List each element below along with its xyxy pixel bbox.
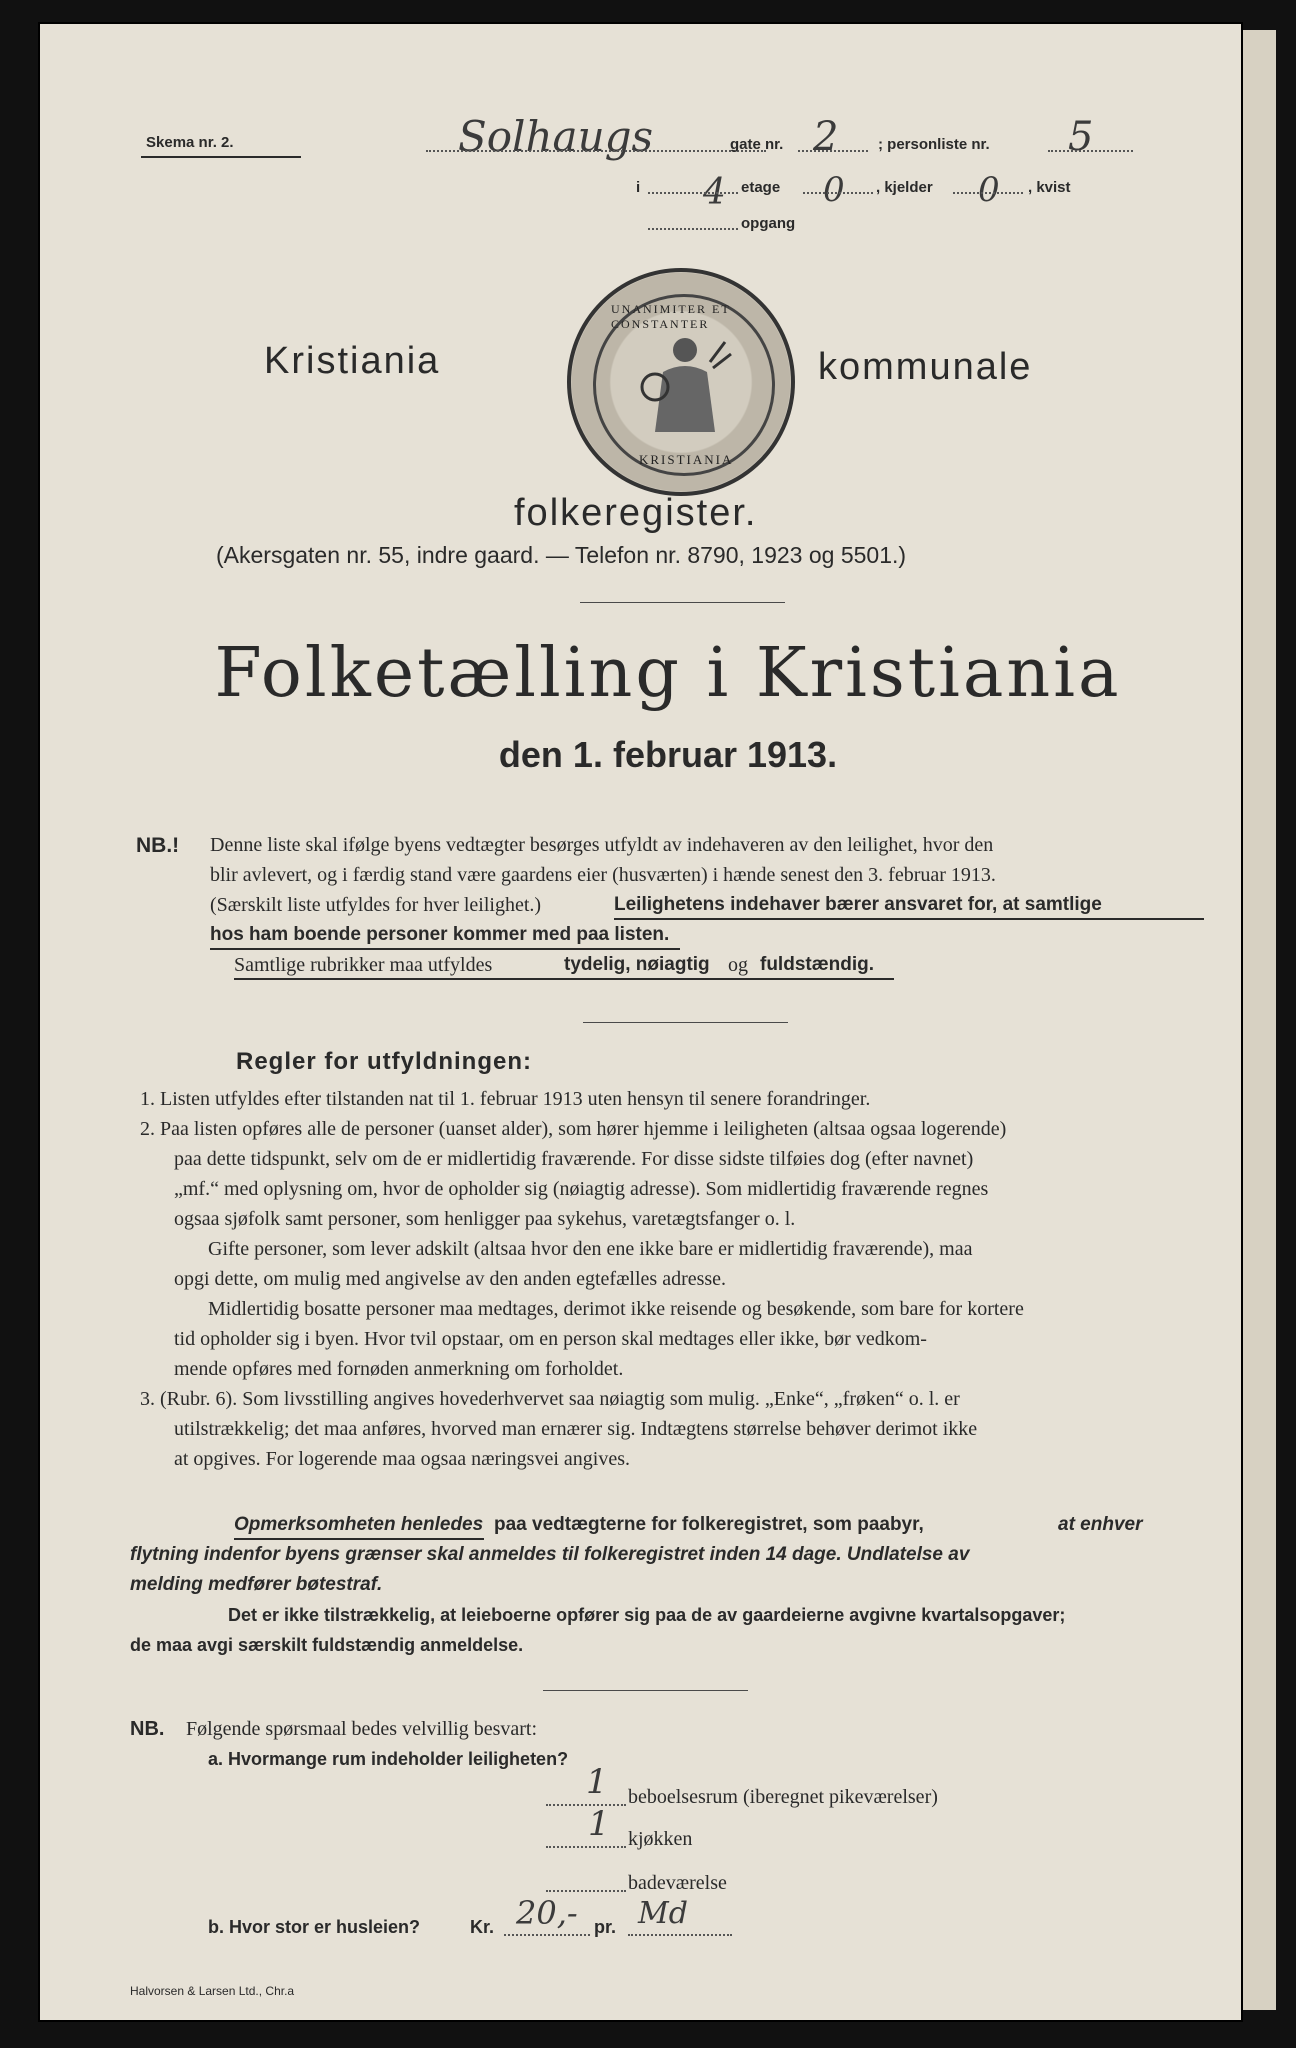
i-label: i xyxy=(636,179,641,196)
rule-2-line-2: paa dette tidspunkt, selv om de er midlertidig fraværende. For disse sidste tilføies dog (efter navnet) xyxy=(174,1148,974,1170)
skema-underline xyxy=(141,156,301,158)
opgang-label: opgang xyxy=(741,215,796,232)
etage-label: etage xyxy=(741,179,781,196)
rule-2-line-4: ogsaa sjøfolk samt personer, som henligger paa sykehus, varetægtsfanger o. l. xyxy=(174,1208,796,1230)
kitchen-field xyxy=(546,1846,626,1848)
nb-line-5b: tydelig, nøiagtig xyxy=(564,954,710,975)
notice-line-1b: paa vedtægterne for folkeregistret, som paabyr, xyxy=(494,1514,924,1535)
notice-line-4: Det er ikke tilstrækkelig, at leieboerne opfører sig paa de av gaardeierne avgivne kvartalsopgaver; xyxy=(228,1605,1066,1625)
title-kristiania: Kristiania xyxy=(264,340,441,382)
seal-bottom-text: KRISTIANIA xyxy=(639,452,734,467)
question-a: a. Hvormange rum indeholder leiligheten? xyxy=(208,1749,569,1769)
kjelder-field xyxy=(803,192,873,194)
rent-period-handwriting: Md xyxy=(638,1896,688,1931)
bath-label: badeværelse xyxy=(628,1872,727,1894)
kjelder-handwriting: 0 xyxy=(823,170,845,210)
notice-line-3: melding medfører bøtestraf. xyxy=(130,1574,383,1595)
gate-label: gate nr. xyxy=(730,136,784,153)
etage-handwriting: 4 xyxy=(703,172,726,213)
seal-figure-icon xyxy=(635,332,735,442)
notice-line-2: flytning indenfor byens grænser skal anmeldes til folkeregistret inden 14 dage. Undlatelse av xyxy=(130,1544,970,1565)
title-kommunale: kommunale xyxy=(818,346,1033,388)
printer-imprint: Halvorsen & Larsen Ltd., Chr.a xyxy=(130,1984,295,1998)
rooms-handwriting: 1 xyxy=(586,1762,608,1802)
document-page xyxy=(38,22,1243,2022)
nb-line-3a: (Særskilt liste utfyldes for hver leilighet.) xyxy=(210,894,542,916)
rule-2-line-3: „mf.“ med oplysning om, hvor de opholder sig (nøiagtig adresse). Som midlertidig fraværende regnes xyxy=(174,1178,989,1200)
rooms-label: beboelsesrum (iberegnet pikeværelser) xyxy=(628,1786,938,1808)
municipal-seal xyxy=(567,268,795,496)
kjelder-label: , kjelder xyxy=(876,179,933,196)
rule-2-line-5: Gifte personer, som lever adskilt (altsaa hvor den ene ikke bare er midlertidig fraværende), maa xyxy=(208,1238,973,1260)
opgang-field xyxy=(648,228,738,230)
nb-line-3b: Leilighetens indehaver bærer ansvaret for, at samtlige xyxy=(614,894,1102,915)
kvist-label: , kvist xyxy=(1028,179,1071,196)
main-heading: Folketælling i Kristiania xyxy=(214,634,1122,713)
rent-period-field xyxy=(628,1934,732,1936)
rule-3-line-3: at opgives. For logerende maa ogsaa næringsvei angives. xyxy=(174,1448,630,1470)
rule-2-line-6: opgi dette, om mulig med angivelse av den anden egtefælles adresse. xyxy=(174,1268,727,1290)
street-handwriting: Solhaugs xyxy=(458,112,654,161)
street-field xyxy=(426,150,766,152)
nb-line-4: hos ham boende personer kommer med paa listen. xyxy=(210,924,670,945)
rule-2-line-9: mende opføres med fornøden anmerkning om forholdet. xyxy=(174,1358,624,1380)
etage-field xyxy=(648,192,738,194)
personliste-label: ; personliste nr. xyxy=(878,136,990,153)
rule-2-line-1: 2. Paa listen opføres alle de personer (uanset alder), som hører hjemme i leiligheten (altsaa ogsaa logerende) xyxy=(140,1118,1007,1140)
seal-top-text: UNANIMITER ET CONSTANTER xyxy=(611,302,731,331)
rent-kr-label: Kr. xyxy=(470,1917,495,1937)
title-folkeregister: folkeregister. xyxy=(514,492,758,534)
nb-line-5c: og xyxy=(728,954,748,976)
notice-line-1a: Opmerksomheten henledes xyxy=(234,1514,484,1535)
divider-2 xyxy=(583,1022,788,1023)
rule-2-line-8: tid opholder sig i byen. Hvor tvil opstaar, om en person skal medtages eller ikke, bør vedkom- xyxy=(174,1328,927,1350)
main-heading-date: den 1. februar 1913. xyxy=(498,734,838,775)
page-edge xyxy=(1240,30,1276,2010)
rules-heading: Regler for utfyldningen: xyxy=(236,1048,532,1075)
nb-line-5a: Samtlige rubrikker maa utfyldes xyxy=(234,954,493,976)
rule-3-line-2: utilstrækkelig; det maa anføres, hvorved man ernærer sig. Indtægtens størrelse behøver derimot ikke xyxy=(174,1418,978,1440)
rule-3-line-1: 3. (Rubr. 6). Som livsstilling angives hovederhvervet saa nøiagtig som mulig. „Enke“, „frøken“ o. l. er xyxy=(140,1388,960,1410)
rent-pr-label: pr. xyxy=(594,1917,617,1937)
kvist-handwriting: 0 xyxy=(978,170,1000,210)
rent-handwriting: 20,- xyxy=(516,1894,578,1932)
skema-label: Skema nr. 2. xyxy=(146,134,234,151)
bath-field xyxy=(546,1890,626,1892)
rent-field xyxy=(504,1934,590,1936)
gate-number-field xyxy=(798,150,868,152)
nb-label: NB.! xyxy=(136,834,180,857)
title-address: (Akersgaten nr. 55, indre gaard. — Telefon nr. 8790, 1923 og 5501.) xyxy=(216,542,907,568)
questions-intro: Følgende spørsmaal bedes velvillig besvart: xyxy=(186,1718,538,1740)
notice-line-5: de maa avgi særskilt fuldstændig anmeldelse. xyxy=(130,1635,524,1655)
nb-underline-3 xyxy=(234,978,894,980)
question-b: b. Hvor stor er husleien? xyxy=(208,1917,421,1937)
kvist-field xyxy=(953,192,1023,194)
kitchen-label: kjøkken xyxy=(628,1828,693,1850)
nb-line-5d: fuldstændig. xyxy=(760,954,874,975)
nb-line-2: blir avlevert, og i færdig stand være gaardens eier (husværten) i hænde senest den 3. februar 1913. xyxy=(210,864,996,886)
rule-1: 1. Listen utfyldes efter tilstanden nat til 1. februar 1913 uten hensyn til senere forandringer. xyxy=(140,1088,871,1110)
personliste-handwriting: 5 xyxy=(1068,114,1094,160)
kitchen-handwriting: 1 xyxy=(588,1804,610,1844)
gate-number-handwriting: 2 xyxy=(813,114,839,160)
personliste-field xyxy=(1048,150,1133,152)
questions-nb: NB. xyxy=(130,1718,165,1740)
nb-line-1: Denne liste skal ifølge byens vedtægter besørges utfyldt av indehaveren av den leilighet, hvor den xyxy=(210,834,994,856)
rule-2-line-7: Midlertidig bosatte personer maa medtages, derimot ikke reisende og besøkende, som bare for kortere xyxy=(208,1298,1024,1320)
notice-line-1c: at enhver xyxy=(1058,1514,1143,1535)
nb-underline-1 xyxy=(614,918,1204,920)
divider-3 xyxy=(543,1690,748,1691)
rooms-field xyxy=(546,1804,626,1806)
divider-1 xyxy=(580,602,785,603)
